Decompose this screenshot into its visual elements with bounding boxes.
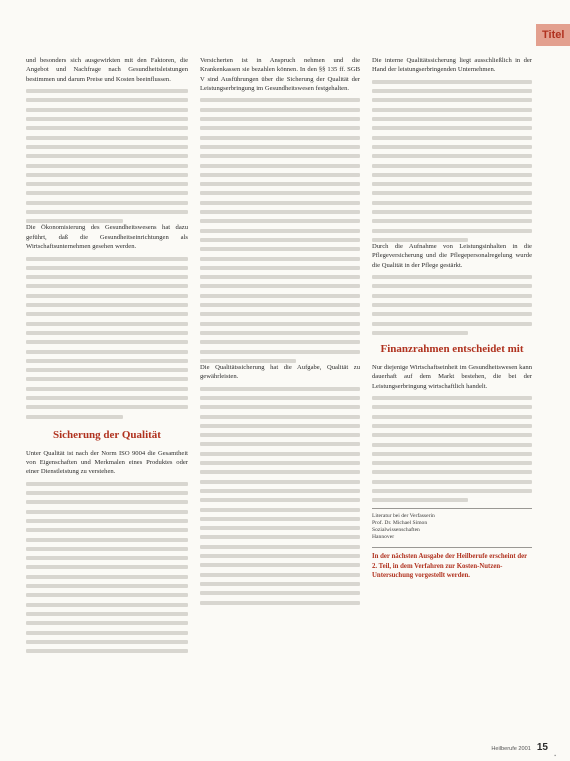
next-issue-teaser: In der nächsten Ausgabe der Heilberufe erscheint der 2. Teil, in dem Verfahren zur Kosten-Nutzen-Untersuchung vorgestellt werden. <box>372 553 528 579</box>
article-column-1 <box>26 56 188 711</box>
article-column-3 <box>372 56 532 711</box>
section-heading: Sicherung der Qualität <box>53 428 161 441</box>
divider <box>372 547 532 548</box>
journal-reference: Heilberufe 2001 <box>491 746 531 752</box>
article-column-2 <box>200 56 360 711</box>
paragraph: Die Ökonomisierung des Gesundheitswesens hat dazu geführt, daß die Gesundheitseinrichtungen als Wirtschaftsunternehmen gesehen werden. <box>26 224 188 250</box>
divider <box>372 508 532 509</box>
paragraph: Die interne Qualitätssicherung liegt ausschließlich in der Hand der leistungserbringenden Unternehmen. <box>372 57 532 74</box>
section-tab: Titel <box>536 24 570 46</box>
paragraph: Durch die Aufnahme von Leistungsinhalten in die Pflegeversicherung und die Pflegepersonalregelung wurde die Qualität in der Pflege gestärkt. <box>372 242 532 269</box>
literature-note: Literatur bei der Verfasserin <box>372 513 435 520</box>
paragraph: und besonders sich ausgewirkten mit den Faktoren, die Angebot und Nachfrage nach Gesundheitsleistungen bestimmen und darum Preise und Kosten beeinflussen. <box>26 57 188 83</box>
paragraph: Versicherten ist in Anspruch nehmen und die Krankenkassen sie bezahlen können. In den §§ 135 ff. SGB V sind Ausführungen über die Sicherung der Qualität der Leistungserbringung im Gesundheitswesen festgehalten. <box>200 57 360 92</box>
author-affiliation: Sozialwissenschaften <box>372 527 420 534</box>
paragraph: Die Qualitätssicherung hat die Aufgabe, Qualität zu gewährleisten. <box>200 363 360 381</box>
page-number: 15 <box>536 742 548 753</box>
paragraph: Nur diejenige Wirtschaftseinheit im Gesundheitswesen kann dauerhaft auf dem Markt bestehen, die bei der Leistungserbringung wirtschaftlich handelt. <box>372 363 532 390</box>
page-footer <box>491 742 548 753</box>
section-heading: Finanzrahmen entscheidet mit <box>380 342 524 355</box>
author-location: Hannover <box>372 534 395 541</box>
author-name: Prof. Dr. Michael Simon <box>372 520 428 527</box>
print-marks: ▪ <box>554 754 556 759</box>
paragraph: Unter Qualität ist nach der Norm ISO 9004 die Gesamtheit von Eigenschaften und Merkmalen eines Produktes oder einer Dienstleistung zu verstehen. <box>26 449 188 476</box>
